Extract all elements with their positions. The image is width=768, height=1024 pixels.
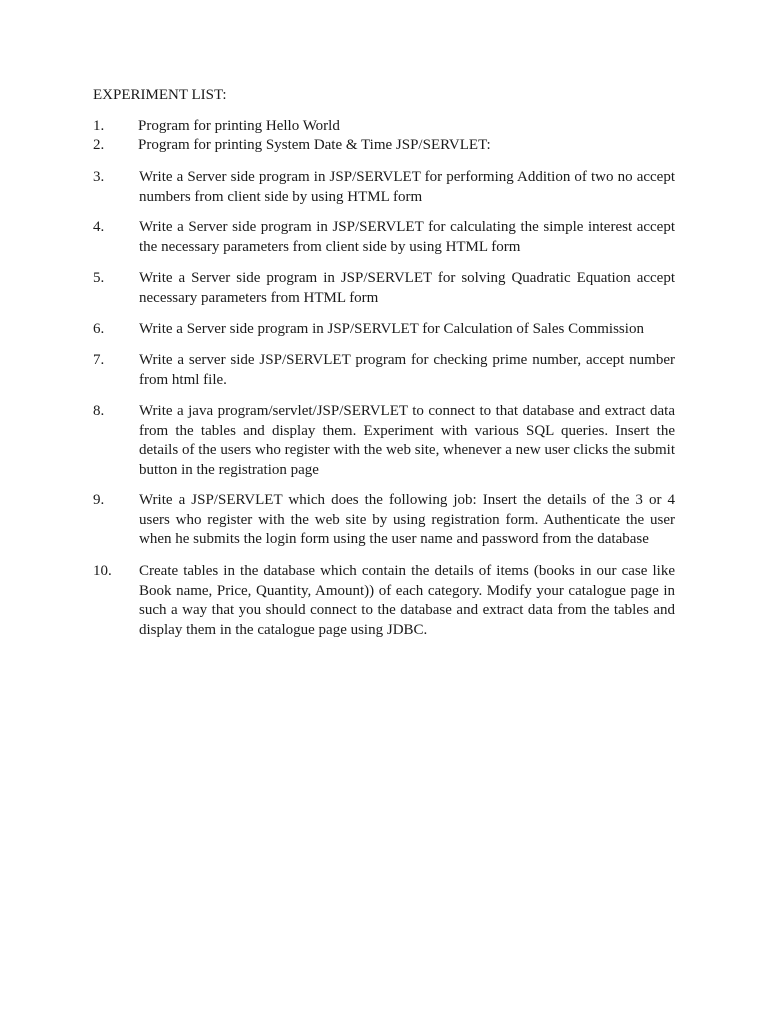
list-item: [93, 491, 675, 550]
item-number: 10.: [93, 563, 112, 579]
item-number: 9.: [93, 492, 105, 508]
list-item: [93, 562, 675, 640]
item-text: Write a Server side program in JSP/SERVLET for solving Quadratic Equation accept necessary parameters from HTML form: [139, 270, 675, 306]
item-text: Write a Server side program in JSP/SERVLET for calculating the simple interest accept the necessary parameters from client side by using HTML form: [139, 219, 675, 255]
item-number: 4.: [93, 219, 105, 235]
item-number: 8.: [93, 403, 105, 419]
list-item: [93, 218, 675, 257]
item-number: 5.: [93, 270, 105, 286]
item-number: 1.: [93, 118, 105, 134]
item-number: 7.: [93, 352, 105, 368]
item-number: 2.: [93, 137, 105, 153]
item-text: Write a java program/servlet/JSP/SERVLET to connect to that database and extract data from the tables and display them. Experiment with various SQL queries. Insert the details of the users who register with the web site, whenever a new user clicks the submit button in the registration page: [139, 403, 675, 478]
list-item: [93, 269, 675, 308]
item-number: 6.: [93, 321, 105, 337]
item-text: Write a Server side program in JSP/SERVLET for Calculation of Sales Commission: [139, 321, 644, 337]
item-number: 3.: [93, 169, 105, 185]
item-text: Write a Server side program in JSP/SERVLET for performing Addition of two no accept numbers from client side by using HTML form: [139, 169, 675, 205]
list-item: [93, 320, 675, 340]
item-text: Create tables in the database which contain the details of items (books in our case like Book name, Price, Quantity, Amount)) of each category. Modify your catalogue page in such a way that you should connect to the database and extract data from the tables and display them in the catalogue page using JDBC.: [139, 563, 675, 638]
item-text: Program for printing Hello World: [138, 118, 340, 134]
page-title: EXPERIMENT LIST:: [93, 87, 227, 103]
list-item: [93, 168, 675, 207]
item-text: Write a JSP/SERVLET which does the following job: Insert the details of the 3 or 4 users who register with the web site by using registration form. Authenticate the user when he submits the login form using the user name and password from the database: [139, 492, 675, 547]
item-text: Program for printing System Date & Time JSP/SERVLET:: [138, 137, 491, 153]
item-text: Write a server side JSP/SERVLET program for checking prime number, accept number from html file.: [139, 352, 675, 388]
list-item: [93, 351, 675, 390]
list-item: [93, 136, 675, 156]
list-item: [93, 402, 675, 480]
list-item: [93, 117, 675, 137]
